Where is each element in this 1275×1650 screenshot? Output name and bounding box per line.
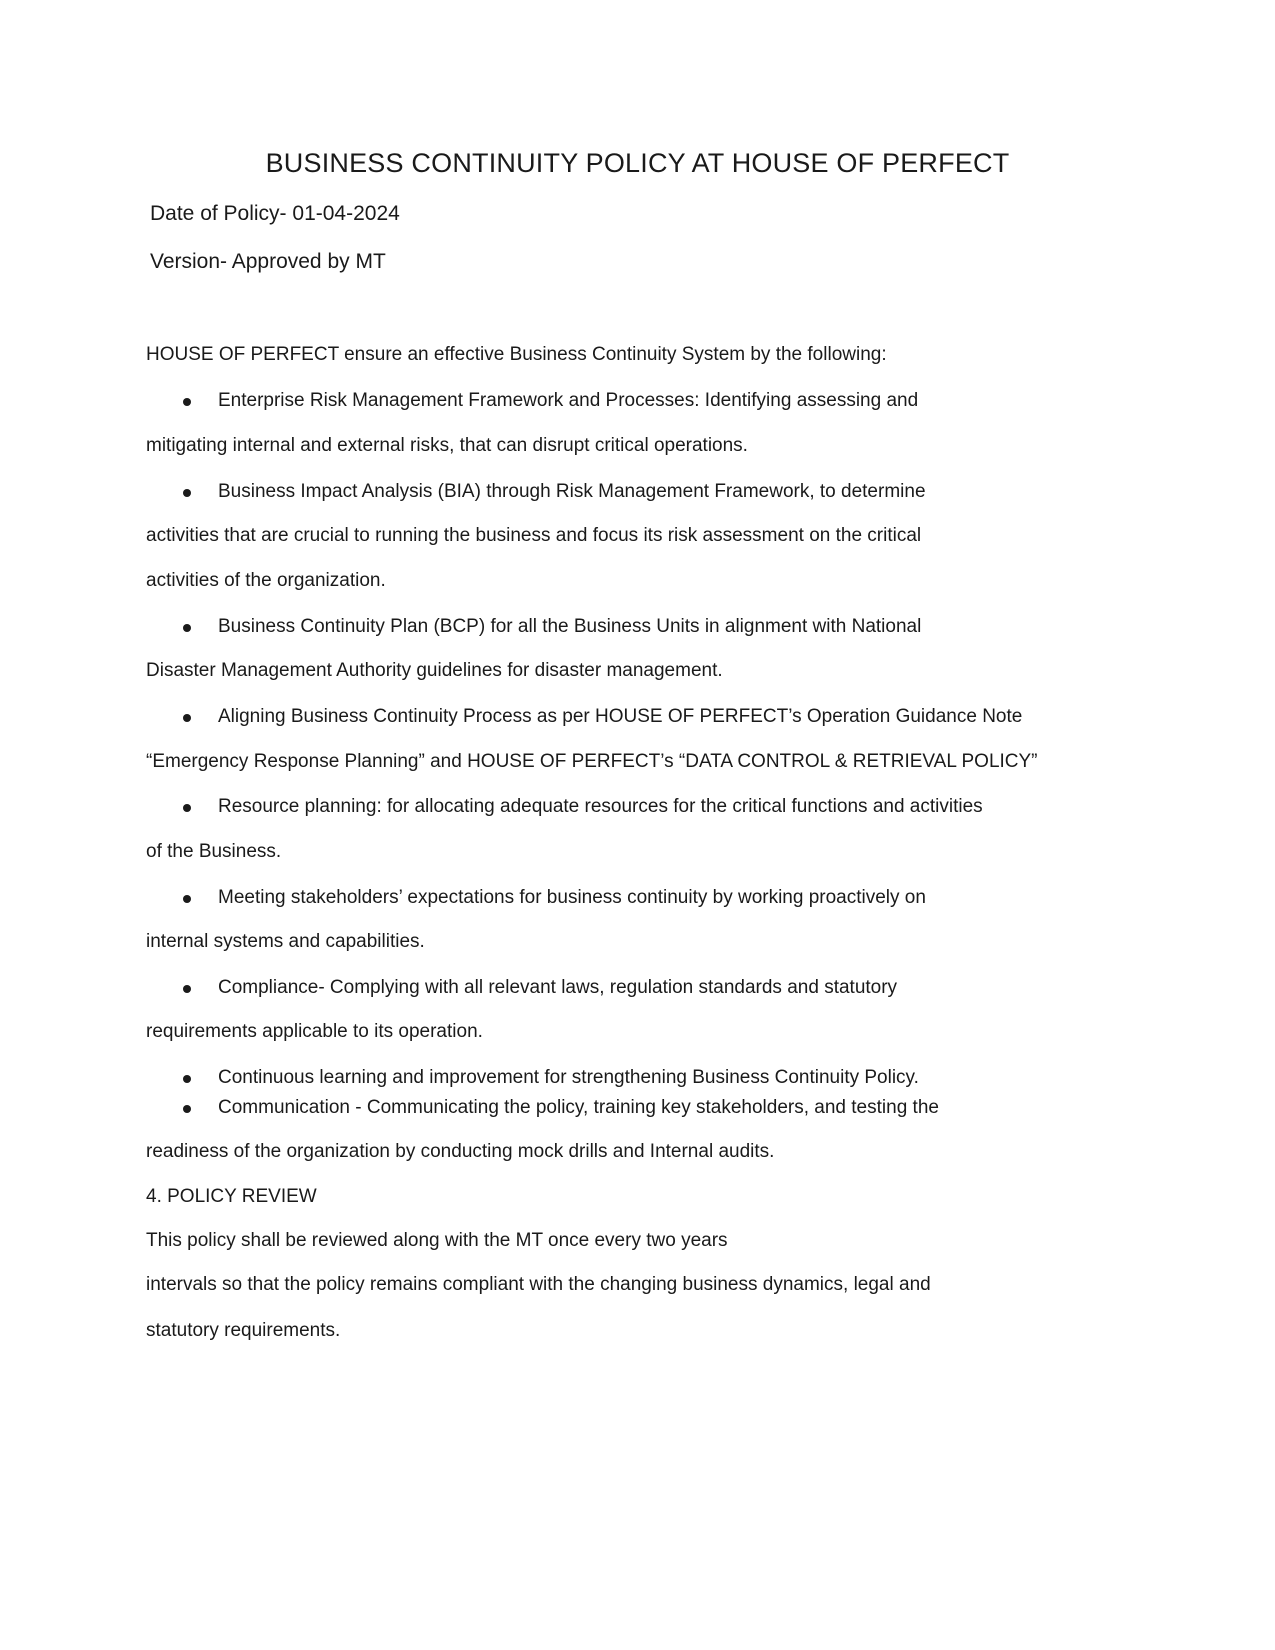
- list-item-continuation: of the Business.: [146, 841, 282, 862]
- list-item: Enterprise Risk Management Framework and Processes: Identifying assessing and: [218, 390, 919, 411]
- bullet-marker: [183, 1105, 191, 1113]
- list-item: Communication - Communicating the policy, training key stakeholders, and testing the: [218, 1097, 939, 1118]
- review-paragraph-line: intervals so that the policy remains compliant with the changing business dynamics, legal and: [146, 1274, 931, 1295]
- intro-paragraph: HOUSE OF PERFECT ensure an effective Business Continuity System by the following:: [146, 344, 887, 365]
- section-heading-policy-review: 4. POLICY REVIEW: [146, 1186, 317, 1207]
- policy-version: Version- Approved by MT: [150, 250, 386, 273]
- list-item-continuation: activities of the organization.: [146, 570, 386, 591]
- bullet-marker: [183, 489, 191, 497]
- bullet-marker: [183, 804, 191, 812]
- list-item-continuation: Disaster Management Authority guidelines for disaster management.: [146, 660, 723, 681]
- list-item-continuation: requirements applicable to its operation.: [146, 1021, 483, 1042]
- bullet-marker: [183, 895, 191, 903]
- review-paragraph-line: statutory requirements.: [146, 1320, 341, 1341]
- list-item: Meeting stakeholders’ expectations for business continuity by working proactively on: [218, 887, 926, 908]
- review-paragraph-line: This policy shall be reviewed along with the MT once every two years: [146, 1230, 728, 1251]
- bullet-marker: [183, 714, 191, 722]
- list-item-continuation: mitigating internal and external risks, that can disrupt critical operations.: [146, 435, 748, 456]
- list-item-continuation: internal systems and capabilities.: [146, 931, 425, 952]
- list-item-continuation: activities that are crucial to running the business and focus its risk assessment on the critical: [146, 525, 922, 546]
- page-title: BUSINESS CONTINUITY POLICY AT HOUSE OF PERFECT: [265, 148, 1010, 178]
- bullet-marker: [183, 985, 191, 993]
- list-item: Aligning Business Continuity Process as per HOUSE OF PERFECT’s Operation Guidance Note: [218, 706, 1023, 727]
- bullet-marker: [183, 624, 191, 632]
- list-item: Business Impact Analysis (BIA) through Risk Management Framework, to determine: [218, 481, 926, 502]
- list-item: Compliance- Complying with all relevant laws, regulation standards and statutory: [218, 977, 898, 998]
- list-item: Continuous learning and improvement for strengthening Business Continuity Policy.: [218, 1067, 919, 1088]
- list-item-continuation: readiness of the organization by conducting mock drills and Internal audits.: [146, 1141, 775, 1162]
- list-item: Resource planning: for allocating adequate resources for the critical functions and activities: [218, 796, 983, 817]
- list-item-continuation: “Emergency Response Planning” and HOUSE OF PERFECT’s “DATA CONTROL & RETRIEVAL POLICY”: [146, 751, 1038, 772]
- bullet-marker: [183, 1075, 191, 1083]
- policy-date: Date of Policy- 01-04-2024: [150, 202, 400, 225]
- list-item: Business Continuity Plan (BCP) for all the Business Units in alignment with National: [218, 616, 922, 637]
- bullet-marker: [183, 398, 191, 406]
